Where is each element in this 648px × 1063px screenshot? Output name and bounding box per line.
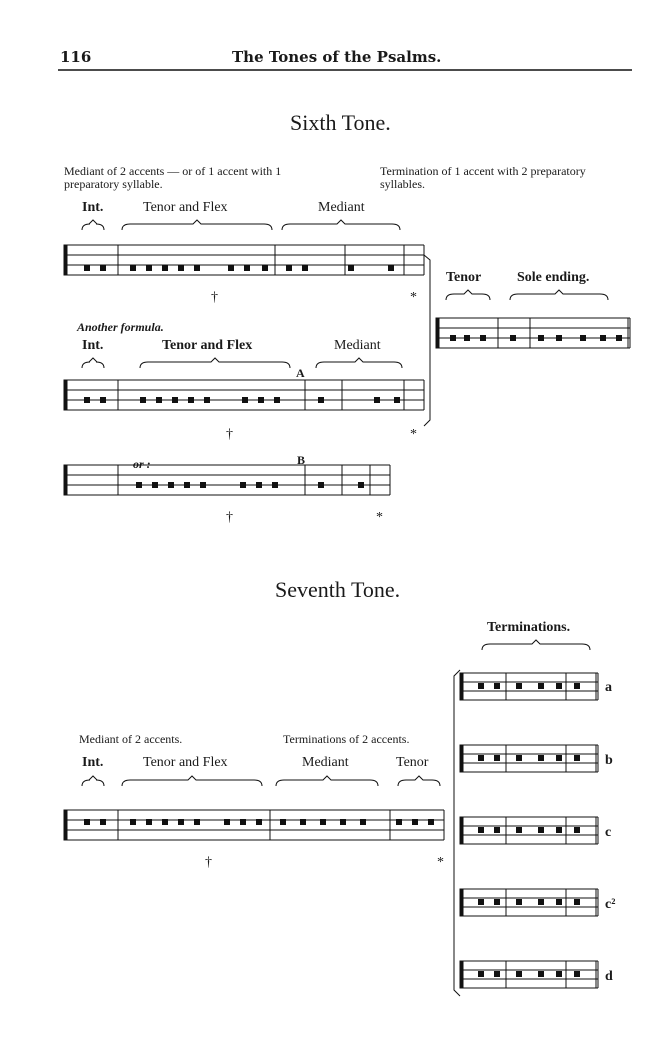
arc-terminations <box>482 640 590 650</box>
termination-notes-2 <box>478 827 580 833</box>
sole-ending-staff <box>436 318 630 348</box>
sixth-staff-3 <box>64 465 390 495</box>
label-int: Int. <box>82 200 104 215</box>
label-sole-ending: Sole ending. <box>517 270 590 285</box>
sixth-mediant-note: Mediant of 2 accents — or of 1 accent with 1 preparatory syllable. <box>64 164 282 191</box>
label-tenor-flex: Tenor and Flex <box>143 200 228 215</box>
arc-sole-ending <box>510 290 608 300</box>
seventh-tone-title: Seventh Tone. <box>275 577 401 602</box>
running-title: The Tones of the Psalms. <box>232 48 442 66</box>
asterisk-7: * <box>437 855 444 870</box>
sixth-termination-note: Termination of 1 accent with 2 preparatory syllables. <box>380 164 586 191</box>
terminations-header: Terminations. <box>487 620 571 635</box>
asterisk-3: * <box>376 510 383 525</box>
arc-mediant-2 <box>316 358 402 368</box>
termination-notes-1 <box>478 755 580 761</box>
dagger-3: † <box>226 510 233 525</box>
arc-mediant-7 <box>276 776 378 786</box>
dagger-7: † <box>205 855 212 870</box>
arc-int <box>82 220 104 230</box>
arc-tenor-flex <box>122 220 272 230</box>
label-tenor: Tenor <box>446 270 482 285</box>
seventh-mediant-note: Mediant of 2 accents. <box>79 732 183 746</box>
seventh-staff <box>64 810 444 840</box>
arc-int-7 <box>82 776 104 786</box>
label-tenor-flex-2: Tenor and Flex <box>162 338 253 353</box>
label-tenor-flex-7: Tenor and Flex <box>143 755 228 770</box>
ending-letter-c2: c² <box>605 897 616 912</box>
or-label: or : <box>133 457 151 471</box>
arc-tenor-7 <box>398 776 440 786</box>
sixth-staff-1-notes <box>84 265 394 271</box>
arc-tenor <box>446 290 490 300</box>
label-mediant: Mediant <box>318 200 365 215</box>
seventh-terminations-note: Terminations of 2 accents. <box>283 732 410 746</box>
label-mediant-2: Mediant <box>334 338 381 353</box>
termination-notes-0 <box>478 683 580 689</box>
arc-tenor-flex-7 <box>122 776 262 786</box>
ending-letter-c: c <box>605 825 612 840</box>
ending-letter-b: b <box>605 753 613 768</box>
termination-notes-3 <box>478 899 580 905</box>
asterisk-1: * <box>410 290 417 305</box>
asterisk-2: * <box>410 427 417 442</box>
dagger-2: † <box>226 427 233 442</box>
arc-mediant <box>282 220 400 230</box>
dagger-1: † <box>211 290 218 305</box>
seventh-brace <box>454 670 460 996</box>
ending-letter-d: d <box>605 969 613 984</box>
sixth-brace <box>424 255 430 426</box>
sixth-staff-2 <box>64 380 424 410</box>
label-int-7: Int. <box>82 755 104 770</box>
label-mediant-7: Mediant <box>302 755 349 770</box>
arc-tenor-flex-2 <box>140 358 290 368</box>
termination-notes-4 <box>478 971 580 977</box>
sixth-tone-title: Sixth Tone. <box>290 110 391 135</box>
label-tenor-7: Tenor <box>396 755 429 770</box>
label-int-2: Int. <box>82 338 104 353</box>
another-formula-label: Another formula. <box>77 320 164 334</box>
marker-a: A <box>296 366 305 380</box>
page-number: 116 <box>60 48 92 66</box>
marker-b: B <box>297 453 306 467</box>
ending-letter-a: a <box>605 680 612 695</box>
arc-int-2 <box>82 358 104 368</box>
